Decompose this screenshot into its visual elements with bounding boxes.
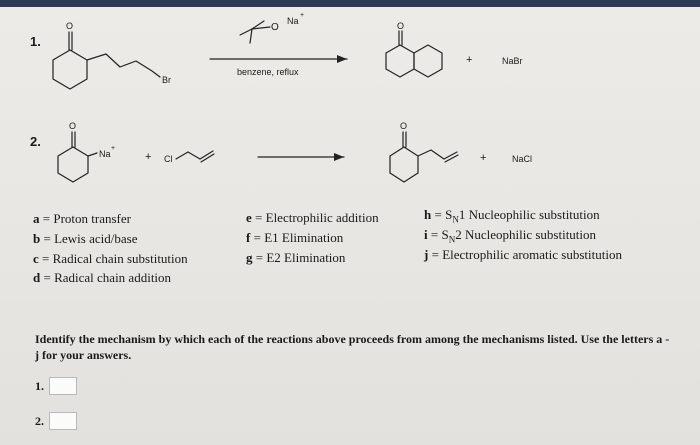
reaction2-reactant — [58, 132, 97, 182]
question-sheet — [0, 7, 700, 445]
reaction1-bromine-label: Br — [162, 75, 171, 85]
reaction2-plus-2: + — [480, 152, 487, 164]
reaction1-arrowhead — [337, 55, 347, 63]
reaction1-reactant — [53, 32, 160, 89]
mechanism-option-i: $i = S_N2$ Nucleophilic substitution — [424, 227, 597, 245]
reaction2-byproduct: NaCl — [512, 154, 533, 164]
reaction2-allyl-chloride — [176, 151, 214, 162]
reaction2-carbonyl-oxygen: O — [69, 121, 77, 131]
reaction2-product-oxygen: O — [400, 121, 408, 131]
top-bar — [0, 0, 700, 7]
mechanism-option-e: e = Electrophilic addition — [246, 210, 379, 225]
mechanism-option-b: b = Lewis acid/base — [33, 231, 138, 246]
reaction1-number: 1. — [30, 34, 41, 49]
answer-row-2 — [35, 412, 77, 430]
question-text: Identify the mechanism by which each of the reactions above proceeds from among the mechanisms listed. Use the letters a - j for your answers. — [35, 332, 670, 362]
mechanism-option-h: $h = S_N1$ Nucleophilic substitution — [424, 207, 600, 225]
reaction1-conditions: benzene, reflux — [237, 67, 299, 77]
reaction1-reagent-alkoxide — [240, 21, 270, 43]
mechanism-option-j: j = Electrophilic aromatic substitution — [424, 247, 622, 262]
reaction-schemes — [0, 7, 700, 217]
reaction2-charge: + — [111, 145, 116, 152]
reaction2-cation: Na — [99, 149, 111, 159]
reaction1-product — [386, 31, 442, 77]
reaction1-product-oxygen: O — [397, 21, 405, 31]
reaction2-plus-1: + — [145, 151, 152, 163]
mechanism-option-f: f = E1 Elimination — [246, 230, 344, 245]
reaction1-carbonyl-oxygen: O — [66, 21, 74, 31]
answer-label-1: 1. — [35, 378, 44, 393]
answer-label-2: 2. — [35, 413, 44, 428]
reaction1-reagent-cation: Na — [287, 16, 299, 26]
reaction1-reagent-charge: + — [300, 12, 305, 19]
reaction2-number: 2. — [30, 134, 41, 149]
reaction1-byproduct: NaBr — [502, 56, 523, 66]
reaction2-product — [390, 132, 458, 182]
mechanism-option-d: d = Radical chain addition — [33, 270, 172, 285]
reaction2-halide: Cl — [164, 154, 173, 164]
reaction1-reagent-oxygen: O — [271, 22, 279, 33]
answer-row-1 — [35, 377, 77, 395]
reaction1-plus: + — [466, 54, 473, 66]
answer-input-2[interactable] — [49, 412, 77, 430]
mechanism-option-c: c = Radical chain substitution — [33, 251, 188, 266]
mechanism-option-a: a = Proton transfer — [33, 211, 131, 226]
answer-input-1[interactable] — [49, 377, 77, 395]
mechanism-option-g: g = E2 Elimination — [246, 250, 346, 265]
reaction2-arrowhead — [334, 153, 344, 161]
